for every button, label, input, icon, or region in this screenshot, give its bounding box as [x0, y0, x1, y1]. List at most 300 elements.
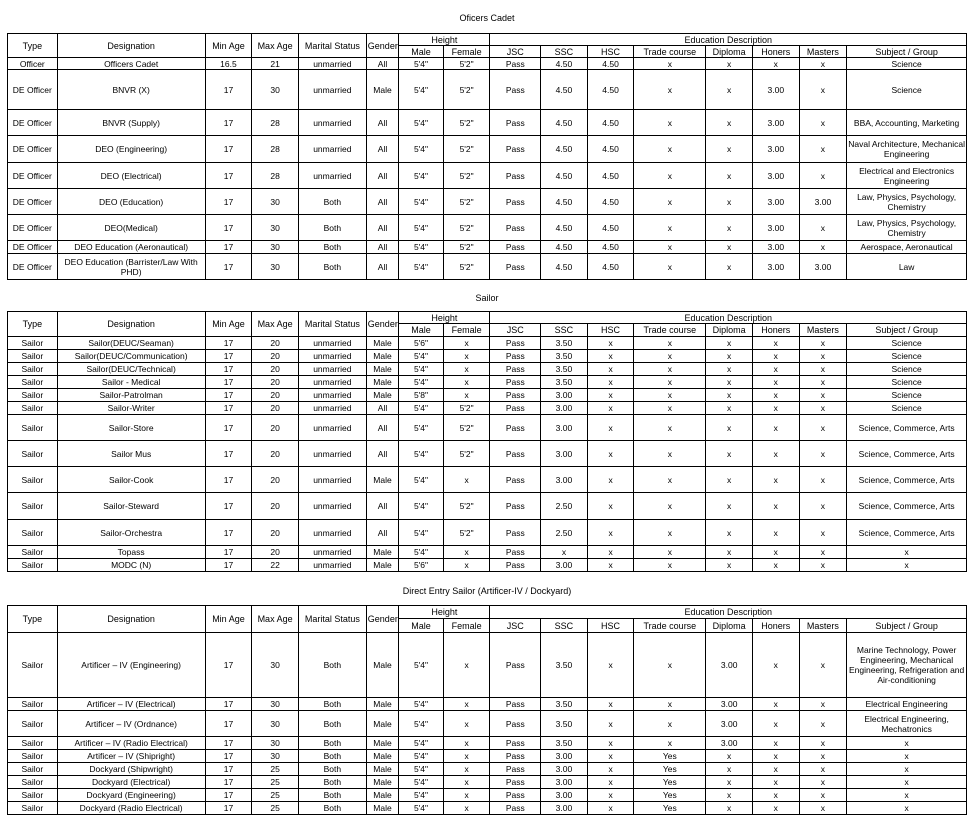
height-female-cell: 5'2": [443, 58, 490, 70]
diploma-cell: x: [706, 254, 753, 280]
table-row: [8, 110, 967, 136]
height-female-cell: 5'2": [443, 415, 490, 441]
ssc-cell: 3.00: [541, 789, 588, 802]
honers-cell: x: [752, 467, 799, 493]
max-age-cell: 28: [252, 110, 299, 136]
eligibility-table: [7, 33, 967, 280]
min-age-cell: 17: [205, 789, 252, 802]
ssc-cell: 2.50: [541, 520, 588, 546]
ssc-cell: 3.00: [541, 750, 588, 763]
gender-cell: All: [366, 241, 398, 254]
trade-course-cell: x: [634, 402, 706, 415]
masters-cell: x: [799, 776, 847, 789]
type-cell: Sailor: [8, 546, 58, 559]
jsc-cell: Pass: [490, 376, 541, 389]
gender-cell: All: [366, 136, 398, 163]
diploma-cell: x: [706, 546, 753, 559]
min-age-cell: 17: [205, 633, 252, 698]
gender-cell: Male: [366, 376, 398, 389]
hsc-cell: x: [587, 802, 634, 815]
ssc-cell: 3.50: [541, 737, 588, 750]
max-age-cell: 28: [252, 136, 299, 163]
max-age-cell: 20: [252, 389, 299, 402]
masters-cell: x: [799, 389, 847, 402]
designation-cell: Dockyard (Engineering): [57, 789, 205, 802]
height-male-cell: 5'4": [399, 633, 444, 698]
type-cell: Sailor: [8, 633, 58, 698]
subject-group-cell: Electrical Engineering: [847, 698, 967, 711]
diploma-cell: x: [706, 441, 753, 467]
height-female-cell: x: [443, 389, 490, 402]
jsc-cell: Pass: [490, 520, 541, 546]
height-female-cell: x: [443, 337, 490, 350]
marital-status-cell: Both: [298, 241, 366, 254]
subject-group-cell: x: [847, 737, 967, 750]
min-age-cell: 17: [205, 337, 252, 350]
height-male-cell: 5'4": [399, 750, 444, 763]
gender-cell: All: [366, 441, 398, 467]
height-male-cell: 5'4": [399, 110, 444, 136]
min-age-cell: 17: [205, 389, 252, 402]
marital-status-cell: Both: [298, 763, 366, 776]
honers-cell: 3.00: [752, 70, 799, 110]
ssc-cell: 4.50: [541, 110, 588, 136]
diploma-cell: x: [706, 189, 753, 215]
masters-cell: x: [799, 802, 847, 815]
header-male: Male: [399, 324, 444, 337]
marital-status-cell: Both: [298, 189, 366, 215]
subject-group-cell: Science, Commerce, Arts: [847, 493, 967, 520]
diploma-cell: x: [706, 163, 753, 189]
diploma-cell: 3.00: [706, 711, 753, 737]
height-female-cell: 5'2": [443, 441, 490, 467]
type-cell: Sailor: [8, 350, 58, 363]
designation-cell: Sailor-Store: [57, 415, 205, 441]
honers-cell: x: [752, 58, 799, 70]
ssc-cell: 2.50: [541, 493, 588, 520]
table-row: [8, 350, 967, 363]
min-age-cell: 17: [205, 254, 252, 280]
gender-cell: All: [366, 402, 398, 415]
trade-course-cell: x: [634, 520, 706, 546]
honers-cell: x: [752, 415, 799, 441]
gender-cell: Male: [366, 350, 398, 363]
height-female-cell: x: [443, 802, 490, 815]
diploma-cell: 3.00: [706, 633, 753, 698]
marital-status-cell: Both: [298, 698, 366, 711]
height-male-cell: 5'4": [399, 189, 444, 215]
masters-cell: x: [799, 711, 847, 737]
masters-cell: x: [799, 763, 847, 776]
type-cell: Sailor: [8, 711, 58, 737]
height-male-cell: 5'4": [399, 467, 444, 493]
header-ssc: SSC: [541, 619, 588, 633]
type-cell: DE Officer: [8, 254, 58, 280]
subject-group-cell: x: [847, 763, 967, 776]
type-cell: DE Officer: [8, 189, 58, 215]
diploma-cell: x: [706, 337, 753, 350]
header-max-age: Max Age: [252, 606, 299, 633]
masters-cell: x: [799, 110, 847, 136]
hsc-cell: 4.50: [587, 215, 634, 241]
min-age-cell: 17: [205, 750, 252, 763]
jsc-cell: Pass: [490, 136, 541, 163]
table-row: [8, 376, 967, 389]
min-age-cell: 17: [205, 415, 252, 441]
height-male-cell: 5'4": [399, 415, 444, 441]
hsc-cell: 4.50: [587, 163, 634, 189]
ssc-cell: 4.50: [541, 136, 588, 163]
max-age-cell: 28: [252, 163, 299, 189]
height-female-cell: 5'2": [443, 520, 490, 546]
header-masters: Masters: [799, 619, 847, 633]
diploma-cell: x: [706, 389, 753, 402]
marital-status-cell: unmarried: [298, 376, 366, 389]
ssc-cell: x: [541, 546, 588, 559]
table-row: [8, 402, 967, 415]
section-title: Direct Entry Sailor (Artificer-IV / Dockyard): [402, 586, 572, 596]
min-age-cell: 17: [205, 350, 252, 363]
diploma-cell: x: [706, 750, 753, 763]
masters-cell: x: [799, 789, 847, 802]
diploma-cell: x: [706, 763, 753, 776]
type-cell: Sailor: [8, 363, 58, 376]
header-gender: Gender: [366, 312, 398, 337]
table-row: [8, 737, 967, 750]
header-height: Height: [399, 312, 490, 324]
min-age-cell: 17: [205, 467, 252, 493]
diploma-cell: 3.00: [706, 737, 753, 750]
jsc-cell: Pass: [490, 802, 541, 815]
gender-cell: All: [366, 58, 398, 70]
designation-cell: Artificer – IV (Engineering): [57, 633, 205, 698]
trade-course-cell: x: [634, 467, 706, 493]
trade-course-cell: x: [634, 110, 706, 136]
designation-cell: Sailor(DEUC/Technical): [57, 363, 205, 376]
header-marital-status: Marital Status: [298, 34, 366, 58]
marital-status-cell: unmarried: [298, 163, 366, 189]
marital-status-cell: Both: [298, 802, 366, 815]
diploma-cell: x: [706, 520, 753, 546]
type-cell: DE Officer: [8, 163, 58, 189]
gender-cell: Male: [366, 546, 398, 559]
diploma-cell: x: [706, 136, 753, 163]
designation-cell: MODC (N): [57, 559, 205, 572]
masters-cell: x: [799, 163, 847, 189]
diploma-cell: x: [706, 70, 753, 110]
diploma-cell: x: [706, 802, 753, 815]
marital-status-cell: unmarried: [298, 337, 366, 350]
header-type: Type: [8, 312, 58, 337]
min-age-cell: 17: [205, 711, 252, 737]
jsc-cell: Pass: [490, 415, 541, 441]
subject-group-cell: Electrical Engineering, Mechatronics: [847, 711, 967, 737]
subject-group-cell: Marine Technology, Power Engineering, Mechanical Engineering, Refrigeration and Air-conditioning: [847, 633, 967, 698]
gender-cell: Male: [366, 467, 398, 493]
type-cell: Sailor: [8, 789, 58, 802]
trade-course-cell: x: [634, 363, 706, 376]
height-male-cell: 5'4": [399, 376, 444, 389]
header-diploma: Diploma: [706, 46, 753, 58]
max-age-cell: 20: [252, 363, 299, 376]
hsc-cell: x: [587, 698, 634, 711]
masters-cell: x: [799, 698, 847, 711]
gender-cell: All: [366, 254, 398, 280]
trade-course-cell: x: [634, 559, 706, 572]
jsc-cell: Pass: [490, 402, 541, 415]
type-cell: Sailor: [8, 750, 58, 763]
height-female-cell: 5'2": [443, 70, 490, 110]
honers-cell: x: [752, 559, 799, 572]
header-row: [8, 312, 967, 324]
trade-course-cell: x: [634, 711, 706, 737]
diploma-cell: x: [706, 415, 753, 441]
jsc-cell: Pass: [490, 776, 541, 789]
hsc-cell: x: [587, 350, 634, 363]
hsc-cell: x: [587, 559, 634, 572]
max-age-cell: 30: [252, 737, 299, 750]
header-subject: Subject / Group: [847, 46, 967, 58]
designation-cell: Sailor Mus: [57, 441, 205, 467]
hsc-cell: x: [587, 415, 634, 441]
masters-cell: x: [799, 633, 847, 698]
height-female-cell: 5'2": [443, 215, 490, 241]
marital-status-cell: Both: [298, 633, 366, 698]
header-type: Type: [8, 606, 58, 633]
marital-status-cell: Both: [298, 776, 366, 789]
table-row: [8, 789, 967, 802]
min-age-cell: 16.5: [205, 58, 252, 70]
jsc-cell: Pass: [490, 546, 541, 559]
hsc-cell: x: [587, 402, 634, 415]
honers-cell: x: [752, 376, 799, 389]
marital-status-cell: Both: [298, 711, 366, 737]
height-female-cell: x: [443, 467, 490, 493]
height-male-cell: 5'4": [399, 737, 444, 750]
header-height: Height: [399, 606, 490, 619]
trade-course-cell: x: [634, 698, 706, 711]
hsc-cell: x: [587, 633, 634, 698]
height-female-cell: x: [443, 776, 490, 789]
honers-cell: 3.00: [752, 215, 799, 241]
trade-course-cell: x: [634, 493, 706, 520]
honers-cell: x: [752, 789, 799, 802]
designation-cell: Officers Cadet: [57, 58, 205, 70]
height-female-cell: 5'2": [443, 493, 490, 520]
marital-status-cell: unmarried: [298, 441, 366, 467]
subject-group-cell: Science: [847, 389, 967, 402]
masters-cell: x: [799, 402, 847, 415]
masters-cell: x: [799, 376, 847, 389]
height-female-cell: x: [443, 559, 490, 572]
marital-status-cell: unmarried: [298, 58, 366, 70]
jsc-cell: Pass: [490, 763, 541, 776]
trade-course-cell: Yes: [634, 763, 706, 776]
min-age-cell: 17: [205, 136, 252, 163]
subject-group-cell: Science: [847, 402, 967, 415]
header-masters: Masters: [799, 46, 847, 58]
height-female-cell: x: [443, 698, 490, 711]
designation-cell: DEO (Electrical): [57, 163, 205, 189]
trade-course-cell: x: [634, 415, 706, 441]
marital-status-cell: unmarried: [298, 350, 366, 363]
height-female-cell: x: [443, 633, 490, 698]
type-cell: Sailor: [8, 737, 58, 750]
gender-cell: Male: [366, 389, 398, 402]
hsc-cell: x: [587, 546, 634, 559]
marital-status-cell: Both: [298, 737, 366, 750]
diploma-cell: x: [706, 58, 753, 70]
height-male-cell: 5'4": [399, 254, 444, 280]
diploma-cell: x: [706, 776, 753, 789]
masters-cell: x: [799, 737, 847, 750]
honers-cell: x: [752, 350, 799, 363]
designation-cell: Sailor-Patrolman: [57, 389, 205, 402]
header-education-description: Education Description: [490, 606, 967, 619]
height-female-cell: x: [443, 789, 490, 802]
subject-group-cell: x: [847, 802, 967, 815]
gender-cell: All: [366, 215, 398, 241]
max-age-cell: 20: [252, 376, 299, 389]
ssc-cell: 3.50: [541, 376, 588, 389]
height-female-cell: 5'2": [443, 110, 490, 136]
header-education-description: Education Description: [490, 312, 967, 324]
subject-group-cell: Science: [847, 350, 967, 363]
honers-cell: x: [752, 363, 799, 376]
table-row: [8, 163, 967, 189]
max-age-cell: 30: [252, 750, 299, 763]
ssc-cell: 3.00: [541, 467, 588, 493]
hsc-cell: x: [587, 763, 634, 776]
ssc-cell: 3.00: [541, 559, 588, 572]
jsc-cell: Pass: [490, 363, 541, 376]
trade-course-cell: x: [634, 241, 706, 254]
max-age-cell: 20: [252, 415, 299, 441]
marital-status-cell: unmarried: [298, 70, 366, 110]
section-title: Sailor: [475, 293, 499, 303]
header-male: Male: [399, 619, 444, 633]
max-age-cell: 22: [252, 559, 299, 572]
hsc-cell: x: [587, 376, 634, 389]
max-age-cell: 20: [252, 520, 299, 546]
header-honers: Honers: [752, 619, 799, 633]
hsc-cell: x: [587, 467, 634, 493]
gender-cell: Male: [366, 789, 398, 802]
height-male-cell: 5'4": [399, 70, 444, 110]
marital-status-cell: Both: [298, 789, 366, 802]
header-hsc: HSC: [587, 324, 634, 337]
table-row: [8, 389, 967, 402]
jsc-cell: Pass: [490, 750, 541, 763]
min-age-cell: 17: [205, 763, 252, 776]
masters-cell: x: [799, 350, 847, 363]
table-row: [8, 776, 967, 789]
header-female: Female: [443, 324, 490, 337]
ssc-cell: 4.50: [541, 241, 588, 254]
height-female-cell: x: [443, 711, 490, 737]
min-age-cell: 17: [205, 559, 252, 572]
honers-cell: 3.00: [752, 136, 799, 163]
height-male-cell: 5'4": [399, 520, 444, 546]
header-ssc: SSC: [541, 324, 588, 337]
table-row: [8, 58, 967, 70]
header-max-age: Max Age: [252, 34, 299, 58]
height-male-cell: 5'4": [399, 546, 444, 559]
table-row: [8, 70, 967, 110]
designation-cell: Artificer – IV (Shipright): [57, 750, 205, 763]
ssc-cell: 3.50: [541, 337, 588, 350]
header-designation: Designation: [57, 34, 205, 58]
honers-cell: x: [752, 802, 799, 815]
ssc-cell: 3.00: [541, 776, 588, 789]
min-age-cell: 17: [205, 215, 252, 241]
gender-cell: Male: [366, 776, 398, 789]
subject-group-cell: Science, Commerce, Arts: [847, 467, 967, 493]
height-male-cell: 5'4": [399, 363, 444, 376]
header-trade: Trade course: [634, 46, 706, 58]
height-female-cell: x: [443, 737, 490, 750]
table-row: [8, 415, 967, 441]
marital-status-cell: Both: [298, 750, 366, 763]
type-cell: Sailor: [8, 776, 58, 789]
hsc-cell: x: [587, 737, 634, 750]
header-trade: Trade course: [634, 619, 706, 633]
designation-cell: Artificer – IV (Electrical): [57, 698, 205, 711]
header-row: [8, 606, 967, 619]
max-age-cell: 30: [252, 215, 299, 241]
marital-status-cell: unmarried: [298, 136, 366, 163]
designation-cell: DEO(Medical): [57, 215, 205, 241]
header-row: [8, 34, 967, 46]
trade-course-cell: x: [634, 389, 706, 402]
height-female-cell: x: [443, 546, 490, 559]
gender-cell: Male: [366, 802, 398, 815]
jsc-cell: Pass: [490, 215, 541, 241]
honers-cell: 3.00: [752, 241, 799, 254]
diploma-cell: x: [706, 241, 753, 254]
gender-cell: Male: [366, 363, 398, 376]
hsc-cell: 4.50: [587, 70, 634, 110]
subject-group-cell: x: [847, 776, 967, 789]
diploma-cell: x: [706, 467, 753, 493]
masters-cell: x: [799, 70, 847, 110]
header-masters: Masters: [799, 324, 847, 337]
diploma-cell: x: [706, 789, 753, 802]
masters-cell: x: [799, 520, 847, 546]
max-age-cell: 21: [252, 58, 299, 70]
max-age-cell: 30: [252, 254, 299, 280]
masters-cell: x: [799, 58, 847, 70]
table-row: [8, 698, 967, 711]
height-female-cell: 5'2": [443, 254, 490, 280]
min-age-cell: 17: [205, 110, 252, 136]
diploma-cell: x: [706, 350, 753, 363]
type-cell: Sailor: [8, 698, 58, 711]
subject-group-cell: Electrical and Electronics Engineering: [847, 163, 967, 189]
table-row: [8, 750, 967, 763]
jsc-cell: Pass: [490, 58, 541, 70]
min-age-cell: 17: [205, 241, 252, 254]
ssc-cell: 3.50: [541, 698, 588, 711]
ssc-cell: 3.00: [541, 441, 588, 467]
height-male-cell: 5'4": [399, 711, 444, 737]
marital-status-cell: unmarried: [298, 415, 366, 441]
diploma-cell: x: [706, 493, 753, 520]
trade-course-cell: Yes: [634, 776, 706, 789]
gender-cell: Male: [366, 633, 398, 698]
type-cell: Sailor: [8, 763, 58, 776]
type-cell: Sailor: [8, 802, 58, 815]
